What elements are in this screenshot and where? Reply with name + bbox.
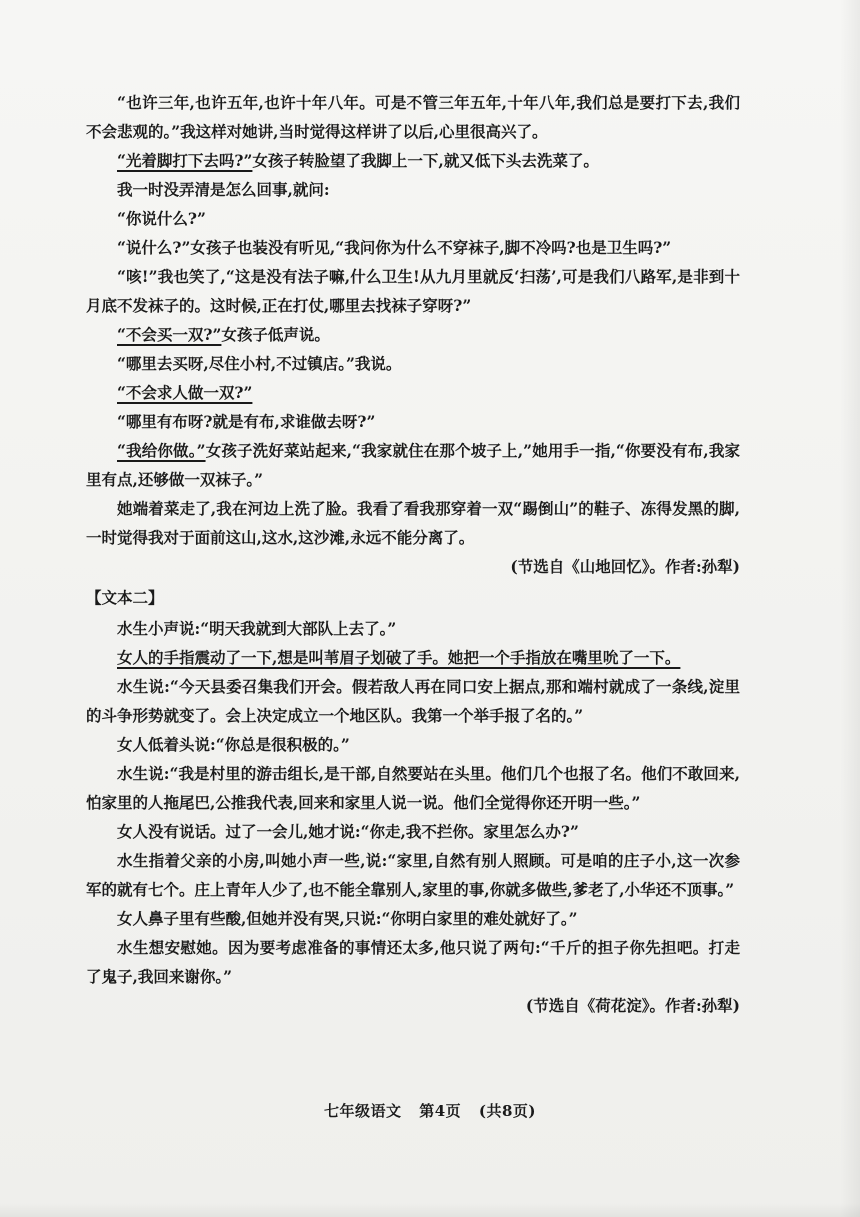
paragraph: [86, 146, 740, 175]
page-footer: [0, 1100, 860, 1121]
reading-passages: [86, 88, 740, 1020]
paragraph-rest: 女孩子低声说。: [221, 325, 330, 344]
footer-total-pages: (共8页): [478, 1102, 537, 1120]
paragraph: “你说什么?”: [117, 209, 206, 228]
underlined-sentence: “不会求人做一双?”: [117, 383, 253, 402]
paragraph: 水生说:“今天县委召集我们开会。假若敌人再在同口安上据点,那和端村就成了一条线,淀里的斗争形势就变了。会上决定成立一个地区队。我第一个举手报了名的。”: [86, 677, 740, 725]
source-citation: (节选自《山地回忆》。作者:孙犁): [510, 557, 740, 576]
paragraph: 水生指着父亲的小房,叫她小声一些,说:“家里,自然有别人照顾。可是咱的庄子小,这一次参军的就有七个。庄上青年人少了,也不能全靠别人,家里的事,你就多做些,爹老了,小华还不顶事。”: [86, 851, 740, 899]
paragraph: 女人鼻子里有些酸,但她并没有哭,只说:“你明白家里的难处就好了。”: [117, 909, 578, 928]
paragraph: [86, 643, 740, 672]
paragraph: [86, 436, 740, 494]
footer-subject: 七年级语文: [323, 1102, 402, 1120]
paragraph-rest: 女孩子洗好菜站起来,“我家就住在那个坡子上,”她用手一指,“你要没有布,我家里有点,还够做一双袜子。”: [86, 441, 740, 489]
paragraph: 水生想安慰她。因为要考虑准备的事情还太多,他只说了两句:“千斤的担子你先担吧。打走了鬼子,我回来谢你。”: [86, 938, 740, 986]
section-title: 【文本二】: [86, 588, 164, 607]
paragraph: 她端着菜走了,我在河边上洗了脸。我看了看我那穿着一双“踢倒山”的鞋子、冻得发黑的脚,一时觉得我对于面前这山,这水,这沙滩,永远不能分离了。: [86, 499, 740, 547]
paragraph: 女人低着头说:“你总是很积极的。”: [117, 735, 350, 754]
underlined-sentence: “不会买一双?”: [117, 325, 222, 344]
underlined-sentence: “光着脚打下去吗?”: [117, 151, 253, 170]
paragraph: [86, 378, 740, 407]
paragraph: “也许三年,也许五年,也许十年八年。可是不管三年五年,十年八年,我们总是要打下去,我们不会悲观的。”我这样对她讲,当时觉得这样讲了以后,心里很高兴了。: [86, 93, 740, 141]
source-citation: (节选自《荷花淀》。作者:孙犁): [525, 996, 740, 1015]
underlined-sentence: “我给你做。”: [117, 441, 206, 460]
paragraph: 我一时没弄清是怎么回事,就问:: [117, 180, 330, 199]
paragraph: 女人没有说话。过了一会儿,她才说:“你走,我不拦你。家里怎么办?”: [117, 822, 579, 841]
underlined-sentence: 女人的手指震动了一下,想是叫苇眉子划破了手。她把一个手指放在嘴里吮了一下。: [117, 648, 681, 667]
paragraph: “哪里有布呀?就是有布,求谁做去呀?”: [117, 412, 376, 431]
paragraph: [86, 320, 740, 349]
paragraph: “说什么?”女孩子也装没有听见,“我问你为什么不穿袜子,脚不冷吗?也是卫生吗?”: [117, 238, 672, 257]
footer-page-number: 第4页: [419, 1102, 462, 1120]
scan-edge-shadow: [840, 0, 860, 1217]
paragraph: “咳!”我也笑了,“这是没有法子嘛,什么卫生!从九月里就反‘扫荡’,可是我们八路军,是非到十月底不发袜子的。这时候,正在打仗,哪里去找袜子穿呀?”: [86, 267, 740, 315]
paragraph: 水生小声说:“明天我就到大部队上去了。”: [117, 619, 397, 638]
paragraph: “哪里去买呀,尽住小村,不过镇店。”我说。: [117, 354, 402, 373]
paragraph: 水生说:“我是村里的游击组长,是干部,自然要站在头里。他们几个也报了名。他们不敢回来,怕家里的人拖尾巴,公推我代表,回来和家里人说一说。他们全觉得你还开明一些。”: [86, 764, 740, 812]
paragraph-rest: 女孩子转脸望了我脚上一下,就又低下头去洗菜了。: [252, 151, 599, 170]
scan-edge-shadow: [0, 1203, 860, 1217]
